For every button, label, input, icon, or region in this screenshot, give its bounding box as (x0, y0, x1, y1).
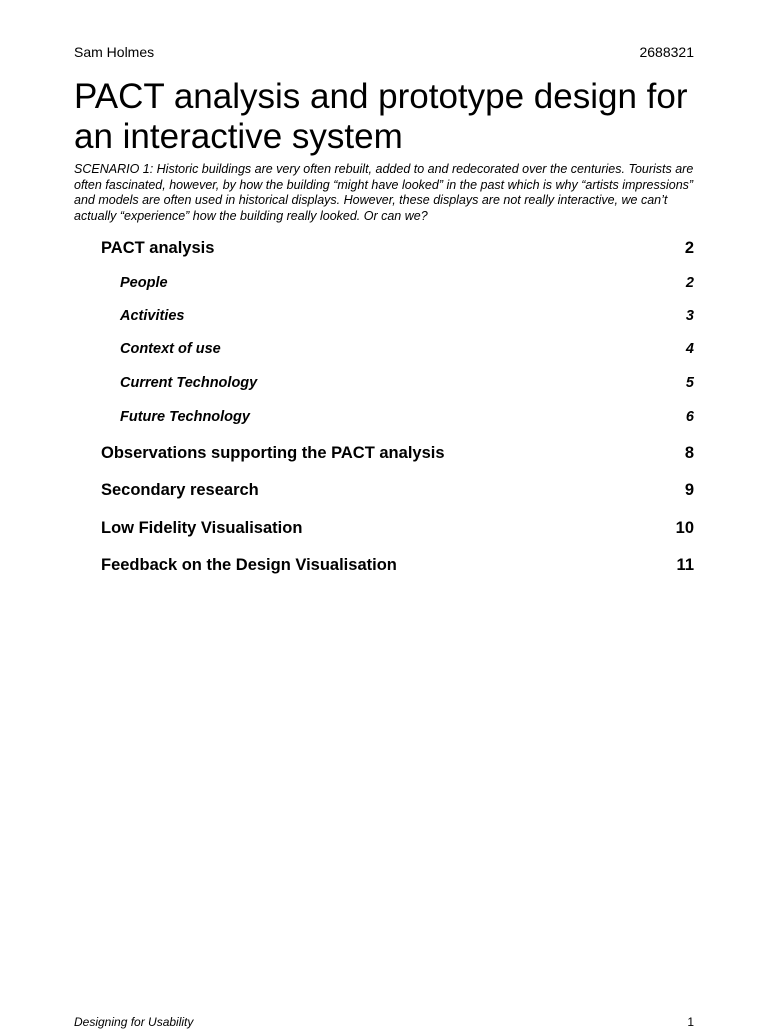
toc-entry-secondary-research[interactable] (101, 481, 694, 500)
toc-entry-context-of-use[interactable] (120, 341, 694, 357)
toc-entry-observations[interactable] (101, 444, 694, 463)
toc-entry-page: 11 (676, 556, 694, 574)
student-id: 2688321 (639, 44, 694, 60)
scenario-text: SCENARIO 1: Historic buildings are very often rebuilt, added to and redecorated over the centuries. Tourists are often fascinated, however, by how the building “might have looked” in the past which is why “artists impressions” and models are often used in historical displays. However, these displays are not really interactive, we can’t actually “experience” how the building really looked. Or can we? (74, 162, 694, 223)
toc-entry-page: 2 (685, 275, 694, 291)
toc-entry-pact-analysis[interactable] (101, 239, 694, 258)
toc-entry-label: Observations supporting the PACT analysis (101, 444, 445, 462)
toc-entry-label: Activities (120, 308, 185, 324)
toc-entry-page: 6 (685, 409, 694, 425)
toc-entry-feedback[interactable] (101, 556, 694, 575)
toc-entry-page: 5 (685, 375, 694, 391)
author-name: Sam Holmes (74, 44, 155, 60)
toc-entry-label: Feedback on the Design Visualisation (101, 556, 397, 574)
course-name: Designing for Usability (74, 1015, 194, 1029)
page-number: 1 (687, 1015, 694, 1029)
toc-entry-label: PACT analysis (101, 239, 215, 257)
toc-entry-page: 2 (684, 239, 694, 257)
toc-entry-low-fidelity-visualisation[interactable] (101, 519, 694, 538)
toc-entry-current-technology[interactable] (120, 375, 694, 391)
toc-entry-page: 10 (675, 519, 694, 537)
toc-entry-page: 8 (684, 444, 694, 462)
toc-entry-label: Current Technology (120, 375, 258, 391)
toc-entry-label: Future Technology (120, 409, 250, 425)
toc-entry-page: 9 (684, 481, 694, 499)
toc-entry-people[interactable] (120, 275, 694, 291)
toc-entry-future-technology[interactable] (120, 409, 694, 425)
toc-entry-activities[interactable] (120, 308, 694, 324)
toc-entry-label: Secondary research (101, 481, 259, 499)
toc-entry-page: 4 (685, 341, 694, 357)
toc-entry-label: People (120, 275, 168, 291)
toc-entry-page: 3 (685, 308, 694, 324)
document-title: PACT analysis and prototype design for an interactive system (74, 77, 688, 156)
toc-entry-label: Context of use (120, 341, 221, 357)
toc-entry-label: Low Fidelity Visualisation (101, 519, 303, 537)
